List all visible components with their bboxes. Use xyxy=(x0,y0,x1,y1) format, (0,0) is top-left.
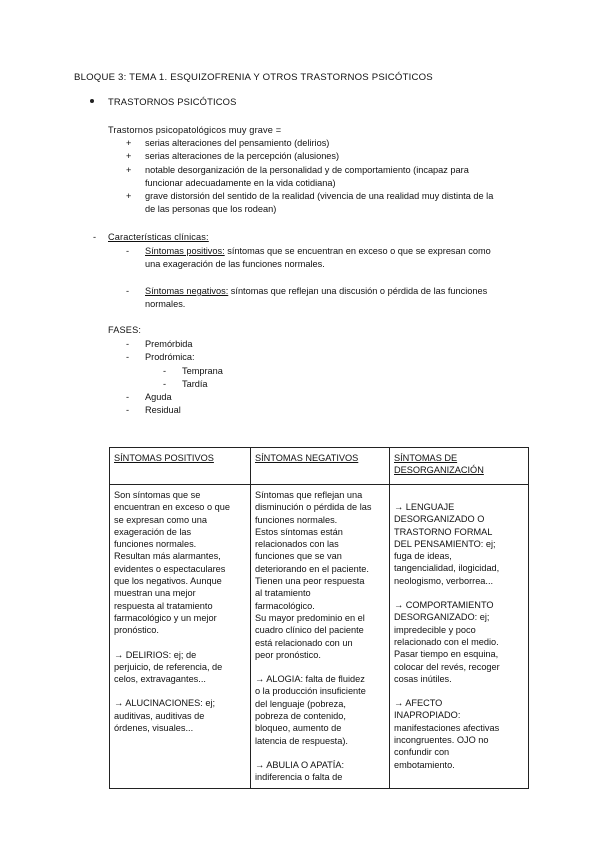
cell-line: relacionado con el medio. xyxy=(394,636,499,647)
table-header-cell: SÍNTOMAS NEGATIVOS xyxy=(251,448,390,485)
cell-line: Su mayor predominio en el xyxy=(255,612,365,623)
dash-icon: - xyxy=(163,378,167,389)
cell-line: muestran una mejor xyxy=(114,588,196,599)
cell-line: TRASTORNO FORMAL xyxy=(394,526,493,537)
dash-icon: - xyxy=(163,365,167,376)
cell-line: exageración de las xyxy=(114,526,192,537)
table-row xyxy=(110,485,529,789)
cell-line: pronóstico. xyxy=(114,625,159,636)
cell-line: latencia de respuesta). xyxy=(255,735,348,746)
cell-line: celos, extravagantes... xyxy=(114,674,206,685)
bullet-dot-icon xyxy=(90,99,94,103)
positive-cell xyxy=(110,485,251,789)
cell-paragraph xyxy=(255,673,385,747)
cell-line: impredecible y poco xyxy=(394,624,476,635)
negative-label: Síntomas negativos: xyxy=(145,286,229,296)
list-item: + serias alteraciones del pensamiento (delirios) xyxy=(108,137,528,150)
list-item-continuation: funcionar adecuadamente en la vida cotidiana) xyxy=(145,177,336,188)
section-heading: TRASTORNOS PSICÓTICOS xyxy=(108,96,237,107)
clinical-heading: Características clínicas: xyxy=(108,232,209,242)
cell-line: funciones normales. xyxy=(255,514,338,525)
cell-paragraph xyxy=(114,649,246,686)
cell-line: que los negativos. Aunque xyxy=(114,576,222,587)
symptoms-table xyxy=(109,447,529,789)
cell-line: o la producción insuficiente xyxy=(255,686,366,697)
plus-icon: + xyxy=(126,191,132,202)
dash-icon: - xyxy=(126,352,130,363)
cell-line: del lenguaje (pobreza, xyxy=(255,698,346,709)
cell-line: Pasar tiempo en esquina, xyxy=(394,649,499,660)
cell-line: DESORGANIZADO O xyxy=(394,514,485,525)
positive-label: Síntomas positivos: xyxy=(145,246,225,256)
cell-line: farmacológico y un mejor xyxy=(114,612,217,623)
cell-line: INAPROPIADO: xyxy=(394,710,461,721)
cell-line: evidentes o espectaculares xyxy=(114,563,226,574)
cell-line: incongruentes. OJO no xyxy=(394,735,489,746)
cell-paragraph xyxy=(394,599,524,685)
negative-cell xyxy=(251,485,390,789)
cell-line: disminución o pérdida de las xyxy=(255,502,372,513)
document-page: BLOQUE 3: TEMA 1. ESQUIZOFRENIA Y OTROS TRASTORNOS PSICÓTICOS TRASTORNOS PSICÓTICOS Trastornos psicopatológicos muy grave = + serias alteraciones del pensamiento (delirios) + serias alteraciones de la percepción (alusiones) + notable desorganización de la personalidad y de comportamiento (incapaz para funcionar adecuadamente en la vida cotidiana) + grave distorsión del sentido de la realidad (vivencia de una realidad muy distinta de la de las personas que los rodean) - Características clínicas: - Síntomas positivos: síntomas que se encuentran en exceso o que se expresan como una exageración de las funciones normales. - Síntomas negativos: síntomas que reflejan una discusión o pérdida de las funciones normales. FASES: - Premórbida - Prodrómica: - Temprana - Tardía - Aguda - Residual SÍNTOMAS POSITIVOS SÍNTOMAS NEGATIVOS SÍNTOMAS DE DESORGANIZACIÓN Son síntomas que se encuentran en exceso o que se expresan como una exageración de las funciones normales. Resultan más alarmantes, evidentes o espectaculares que los negativos. Aunque muestran una mejor respuesta al tratamiento farmacológico y un mejor pronóstico. → DELIRIOS: ej; de perjuicio, de referencia, de celos, extravagantes... → ALUCINACIONES: ej; auditivas, auditivas de órdenes, visuales... Síntomas que reflejan una disminución o pérdida de las funciones normales. Estos síntomas están relacionados con las funciones que se van deteriorando en el paciente. Tienen una peor respuesta al tratamiento farmacológico. Su mayor predominio en el cuadro clínico del paciente está relacionado con un peor pronóstico. → ALOGIA: falta de fluidez o la producción insuficiente del lenguaje (pobreza, pobreza de contenido, bloqueo, aumento de latencia de respuesta). → ABULIA O APATÍA: indiferencia o falta de → LENGUAJE DESORGANIZADO O TRASTORNO FORMAL DEL PENSAMIENTO: ej; fuga de ideas, tangencialidad, ilogicidad, neologismo, verborrea... → COMPORTAMIENTO DESORGANIZADO: ej; impredecible y poco relacionado con el medio. Pasar tiempo en esquina, colocar del revés, recoger cosas inútiles. → AFECTO INAPROPIADO: manifestaciones afectivas incongruentes. OJO no confundir con embotamiento. xyxy=(0,0,600,848)
cell-line: al tratamiento xyxy=(255,588,311,599)
plus-icon: + xyxy=(126,164,132,175)
cell-line: farmacológico. xyxy=(255,600,315,611)
dash-icon: - xyxy=(126,392,130,403)
list-item: + notable desorganización de la personalidad y de comportamiento (incapaz para xyxy=(108,164,528,177)
disorder-list xyxy=(108,137,528,217)
dash-icon: - xyxy=(126,405,130,416)
table-header-row xyxy=(110,448,529,485)
cell-paragraph xyxy=(255,759,385,784)
cell-line: tangencialidad, ilogicidad, xyxy=(394,563,500,574)
table-header-cell: SÍNTOMAS DE DESORGANIZACIÓN xyxy=(390,448,529,485)
cell-line: fuga de ideas, xyxy=(394,551,452,562)
cell-line: DEL PENSAMIENTO: ej; xyxy=(394,538,496,549)
cell-line: Son síntomas que se xyxy=(114,490,201,500)
cell-line: Síntomas que reflejan una xyxy=(255,490,363,500)
cell-line: perjuicio, de referencia, de xyxy=(114,661,223,672)
cell-line: funciones que se van xyxy=(255,551,342,562)
cell-line: manifestaciones afectivas xyxy=(394,722,500,733)
section-intro: Trastornos psicopatológicos muy grave = xyxy=(108,125,282,135)
negative-symptoms: - Síntomas negativos: síntomas que reflejan una discusión o pérdida de las funciones normales. xyxy=(126,286,488,310)
dash-icon: - xyxy=(126,339,130,349)
cell-line: → DELIRIOS: ej; de xyxy=(114,649,197,660)
cell-line: colocar del revés, recoger xyxy=(394,661,500,672)
phases-label: FASES: xyxy=(108,325,142,335)
cell-line: → AFECTO xyxy=(394,698,443,709)
cell-line: → ABULIA O APATÍA: xyxy=(255,759,345,770)
cell-line: embotamiento. xyxy=(394,759,455,770)
list-item-continuation: de las personas que los rodean) xyxy=(145,204,277,215)
cell-paragraph xyxy=(394,501,524,587)
plus-icon: + xyxy=(126,138,132,148)
cell-paragraph xyxy=(255,489,385,661)
cell-line: está relacionado con un xyxy=(255,637,353,648)
dash-icon: - xyxy=(126,246,130,256)
cell-line: Resultan más alarmantes, xyxy=(114,551,221,562)
disorganization-cell xyxy=(390,485,529,789)
cell-line: auditivas, auditivas de xyxy=(114,710,205,721)
cell-line: cuadro clínico del paciente xyxy=(255,625,364,636)
cell-line: órdenes, visuales... xyxy=(114,723,194,734)
cell-line: bloqueo, aumento de xyxy=(255,723,342,734)
list-item: + serias alteraciones de la percepción (alusiones) xyxy=(108,150,528,163)
positive-symptoms: - Síntomas positivos: síntomas que se encuentran en exceso o que se expresan como una exageración de las funciones normales. xyxy=(126,246,491,270)
cell-line: DESORGANIZADO: ej; xyxy=(394,612,490,623)
cell-line: neologismo, verborrea... xyxy=(394,575,494,586)
cell-line: → ALUCINACIONES: ej; xyxy=(114,698,216,709)
list-item: + grave distorsión del sentido de la realidad (vivencia de una realidad muy distinta de la xyxy=(108,190,528,203)
cell-line: relacionados con las xyxy=(255,539,339,550)
cell-line: funciones normales. xyxy=(114,539,197,550)
cell-line: se expresan como una xyxy=(114,514,207,525)
cell-line: confundir con xyxy=(394,747,450,758)
cell-line: cosas inútiles. xyxy=(394,673,452,684)
cell-line: peor pronóstico. xyxy=(255,649,321,660)
cell-paragraph xyxy=(114,489,246,637)
cell-line: respuesta al tratamiento xyxy=(114,600,213,611)
cell-line: deteriorando en el paciente. xyxy=(255,563,369,574)
cell-line: Estos síntomas están xyxy=(255,526,343,537)
cell-line: → LENGUAJE xyxy=(394,502,455,512)
cell-line: pobreza de contenido, xyxy=(255,711,346,722)
cell-line: indiferencia o falta de xyxy=(255,772,343,783)
cell-paragraph xyxy=(114,697,246,734)
dash-icon: - xyxy=(126,286,130,296)
cell-line: Tienen una peor respuesta xyxy=(255,576,365,587)
cell-line: → ALOGIA: falta de fluidez xyxy=(255,674,365,685)
cell-line: → COMPORTAMIENTO xyxy=(394,600,494,611)
cell-paragraph xyxy=(394,697,524,771)
dash-icon: - xyxy=(93,232,97,242)
plus-icon: + xyxy=(126,151,132,162)
document-title: BLOQUE 3: TEMA 1. ESQUIZOFRENIA Y OTROS TRASTORNOS PSICÓTICOS xyxy=(74,72,433,83)
table-header-cell: SÍNTOMAS POSITIVOS xyxy=(110,448,251,485)
cell-line: encuentran en exceso o que xyxy=(114,502,230,513)
